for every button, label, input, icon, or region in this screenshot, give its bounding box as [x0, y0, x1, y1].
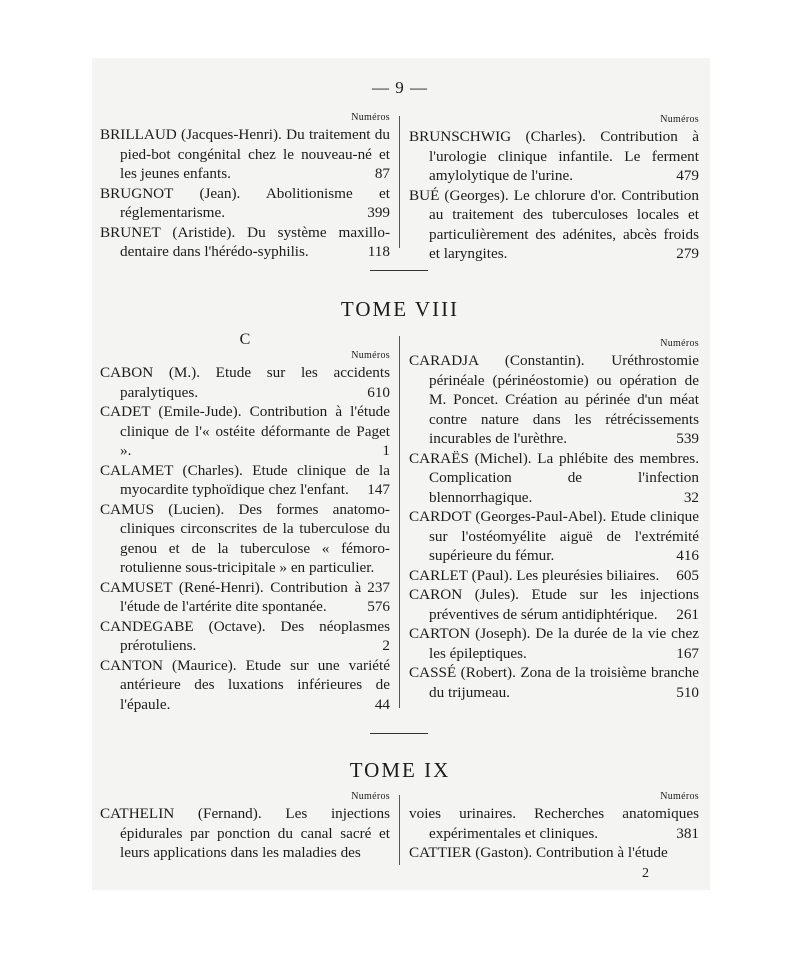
index-entry	[100, 223, 390, 262]
index-entry	[100, 402, 390, 461]
entry-page-number: 416	[676, 547, 699, 564]
entry-text: CAMUSET (René-Henri). Contribution à l'étude de l'artérite dite spontanée.	[100, 578, 362, 615]
signature-mark: 2	[642, 866, 649, 881]
top-right-column	[409, 114, 699, 264]
index-entry	[100, 461, 390, 500]
entry-page-number: 167	[676, 644, 699, 662]
tome-viii-right-entries	[409, 351, 699, 702]
index-entry	[100, 125, 390, 184]
entry-text: CALAMET (Charles). Etude clinique de la myocardite typhoïdique chez l'enfant.	[100, 461, 390, 498]
entry-page-number: 605	[676, 566, 699, 584]
index-entry	[409, 585, 699, 624]
entry-page-number: 479	[676, 167, 699, 184]
entry-page-number: 576	[367, 598, 390, 615]
entry-text: BRUGNOT (Jean). Abolitionisme et réglementarisme.	[100, 184, 390, 221]
tome-ix-right-entries	[409, 804, 699, 863]
entry-page-number: 610	[367, 383, 390, 401]
entry-page-number: 32	[683, 488, 699, 506]
index-entry	[409, 127, 699, 186]
entry-text: voies urinaires. Recherches anatomiques expérimentales et cliniques.	[409, 805, 699, 842]
column-divider	[399, 116, 400, 248]
entry-page-number: 279	[676, 245, 699, 262]
column-divider	[399, 336, 400, 708]
entry-page-number: 118	[367, 243, 390, 260]
entry-text: BUÉ (Georges). Le chlorure d'or. Contribution au traitement des tuberculoses locales et particulièrement des adénites, abcès froids et laryngites.	[409, 186, 699, 262]
index-entry	[100, 804, 390, 863]
index-entry	[409, 566, 699, 586]
section-rule	[370, 733, 428, 734]
entry-text: CANTON (Maurice). Etude sur une variété antérieure des luxations inférieures de l'épaule.	[100, 656, 390, 713]
tome-viii-heading: TOME VIII	[340, 297, 460, 321]
entry-page-number: 510	[676, 683, 699, 701]
numeros-label: Numéros	[660, 114, 699, 125]
index-entry	[409, 624, 699, 663]
index-entry	[409, 507, 699, 566]
entry-page-number: 147	[367, 481, 390, 498]
entry-text: CARDOT (Georges-Paul-Abel). Etude clinique sur l'ostéomyélite aiguë de l'extrémité supérieure du fémur.	[409, 508, 699, 564]
tome-ix-heading: TOME IX	[349, 758, 451, 782]
tome-ix-left-column	[100, 791, 390, 863]
entry-text: CATHELIN (Fernand). Les injections épidurales par ponction du canal sacré et leurs applications dans les maladies des	[100, 805, 390, 861]
entry-page-number: 2	[382, 637, 390, 654]
entry-page-number: 399	[367, 204, 390, 221]
entry-text: CADET (Emile-Jude). Contribution à l'étude clinique de l'« ostéite déformante de Paget ».	[100, 403, 390, 459]
entry-text: CARLET (Paul). Les pleurésies biliaires.	[409, 566, 660, 584]
entry-page-number: 237	[367, 578, 390, 596]
entry-page-number: 1	[382, 442, 390, 459]
top-left-column	[100, 112, 390, 262]
index-entry	[409, 186, 699, 264]
index-entry	[409, 663, 699, 702]
index-entry	[409, 804, 699, 843]
entry-text: CARADJA (Constantin). Uréthrostomie périnéale (périnéostomie) ou opération de M. Poncet. Création au périnée d'un méat contre nature dans les rétrécissements incurables de l'urèthre.	[409, 352, 699, 447]
entry-text: CARON (Jules). Etude sur les injections préventives de sérum antidiphtérique.	[409, 586, 699, 623]
section-rule	[370, 270, 428, 271]
tome-viii-left-column	[100, 331, 390, 714]
index-entry	[100, 184, 390, 223]
index-entry	[100, 656, 390, 715]
numeros-label: Numéros	[660, 791, 699, 802]
numeros-label: Numéros	[351, 112, 390, 123]
index-entry	[409, 843, 699, 863]
entry-page-number: 261	[676, 605, 699, 623]
index-entry	[409, 351, 699, 449]
entry-page-number: 539	[676, 430, 699, 447]
entry-text: CANDEGABE (Octave). Des néoplasmes prérotuliens.	[100, 617, 390, 654]
entry-page-number: 381	[676, 824, 699, 842]
top-left-entries	[100, 125, 390, 262]
index-entry	[100, 578, 390, 617]
column-divider	[399, 795, 400, 865]
numeros-label: Numéros	[351, 791, 390, 802]
tome-ix-right-column	[409, 791, 699, 863]
numeros-label: Numéros	[351, 350, 390, 361]
entry-text: CARAËS (Michel). La phlébite des membres. Complication de l'infection blennorrhagique.	[409, 449, 699, 506]
entry-text: BRUNET (Aristide). Du système maxillo-dentaire dans l'hérédo-syphilis.	[100, 223, 390, 260]
entry-page-number: 87	[374, 165, 390, 182]
tome-viii-left-entries	[100, 363, 390, 714]
entry-text: CASSÉ (Robert). Zona de la troisième branche du trijumeau.	[409, 664, 699, 701]
entry-text: CARTON (Joseph). De la durée de la vie chez les épileptiques.	[409, 625, 699, 662]
entry-text: BRILLAUD (Jacques-Henri). Du traitement du pied-bot congénital chez le nouveau-né et les jeunes enfants.	[100, 126, 390, 182]
tome-viii-right-column	[409, 338, 699, 702]
entry-text: CAMUS (Lucien). Des formes anatomo-cliniques circonscrites de la tuberculose du genou et de la tuberculose « fémoro-rotulienne sous-tricipitale » en particulier.	[100, 500, 390, 576]
numeros-label: Numéros	[660, 338, 699, 349]
entry-page-number: 44	[374, 695, 390, 713]
top-right-entries	[409, 127, 699, 264]
entry-text: CABON (M.). Etude sur les accidents paralytiques.	[100, 364, 390, 401]
entry-text: BRUNSCHWIG (Charles). Contribution à l'urologie clinique infantile. Le ferment amylolytique de l'urine.	[409, 128, 699, 184]
index-entry	[100, 617, 390, 656]
index-entry	[100, 363, 390, 402]
entry-text: CATTIER (Gaston). Contribution à l'étude	[409, 844, 668, 861]
section-letter: C	[239, 331, 251, 348]
page-number: — 9 —	[372, 78, 428, 97]
tome-ix-left-entries	[100, 804, 390, 863]
index-entry	[409, 449, 699, 508]
index-entry	[100, 500, 390, 596]
